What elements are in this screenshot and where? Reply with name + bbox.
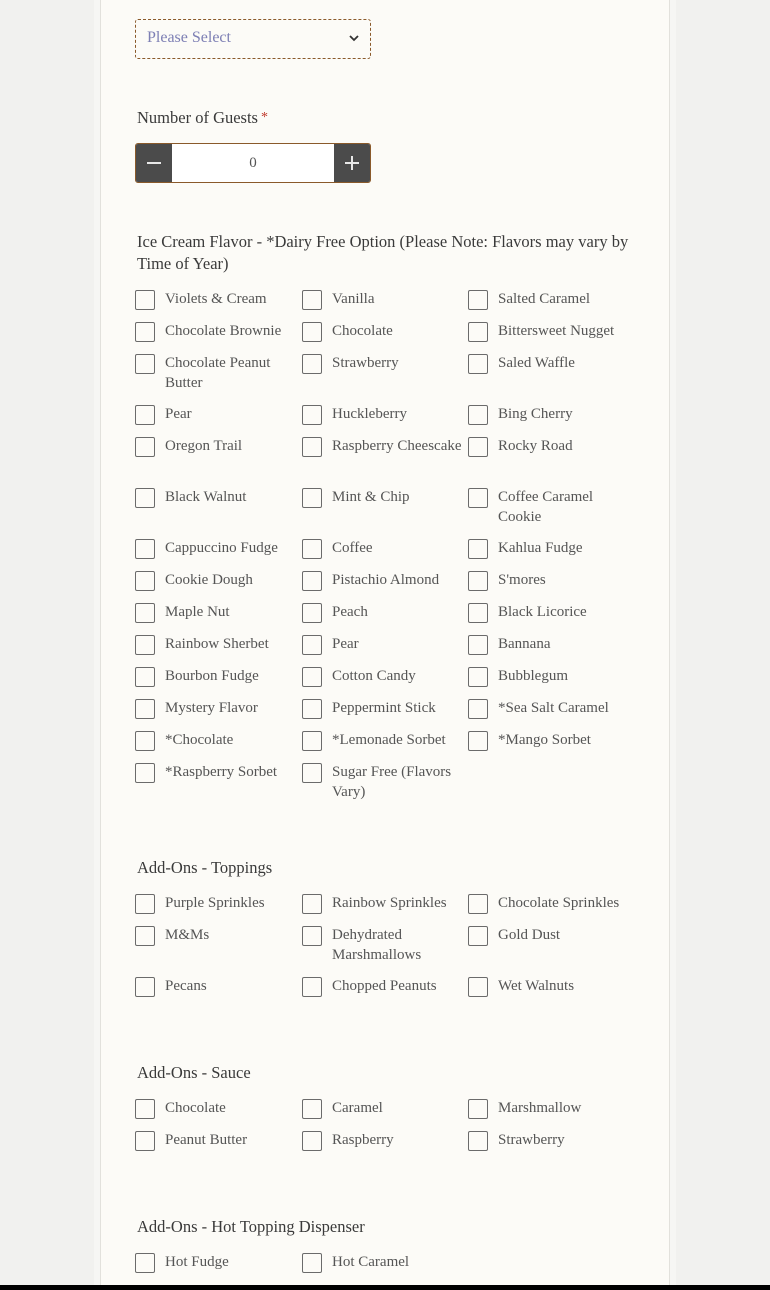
- checkbox-label: Hot Fudge: [165, 1254, 229, 1270]
- checkbox-label: Maple Nut: [165, 604, 230, 620]
- checkbox-label: Peppermint Stick: [332, 700, 436, 716]
- checkbox-label: Chocolate Brownie: [165, 323, 282, 339]
- checkbox[interactable]: [468, 539, 488, 559]
- checkbox[interactable]: [468, 603, 488, 623]
- checkbox-label: Sugar Free (Flavors Vary): [332, 764, 452, 800]
- checkbox[interactable]: [302, 699, 322, 719]
- checkbox[interactable]: [302, 603, 322, 623]
- sauce-label: Add-Ons - Sauce: [137, 1063, 251, 1082]
- checkbox[interactable]: [468, 354, 488, 374]
- checkbox[interactable]: [302, 354, 322, 374]
- checkbox-label: *Raspberry Sorbet: [165, 764, 278, 780]
- checkbox-label: Bourbon Fudge: [165, 668, 259, 684]
- chevron-down-icon: [347, 31, 361, 45]
- checkbox-label: Chopped Peanuts: [332, 978, 437, 994]
- checkbox[interactable]: [468, 405, 488, 425]
- checkbox[interactable]: [302, 1253, 322, 1273]
- checkbox[interactable]: [302, 926, 322, 946]
- checkbox-label: Oregon Trail: [165, 438, 243, 454]
- plus-icon: [344, 155, 360, 171]
- checkbox[interactable]: [468, 571, 488, 591]
- checkbox-label: Dehydrated Marshmallows: [332, 927, 422, 963]
- checkbox[interactable]: [135, 977, 155, 997]
- checkbox[interactable]: [302, 488, 322, 508]
- flavors-label: Ice Cream Flavor - *Dairy Free Option (Please Note: Flavors may vary by Time of Year): [137, 232, 629, 273]
- checkbox[interactable]: [135, 405, 155, 425]
- minus-icon: [146, 155, 162, 171]
- checkbox-label: Vanilla: [332, 291, 375, 307]
- checkbox[interactable]: [302, 437, 322, 457]
- checkbox[interactable]: [135, 1099, 155, 1119]
- checkbox[interactable]: [135, 926, 155, 946]
- event-type-select[interactable]: [135, 19, 371, 59]
- checkbox-label: Pear: [332, 636, 359, 652]
- checkbox[interactable]: [468, 322, 488, 342]
- checkbox-label: M&Ms: [165, 927, 210, 943]
- checkbox-label: *Mango Sorbet: [498, 732, 591, 748]
- checkbox[interactable]: [302, 731, 322, 751]
- checkbox[interactable]: [468, 1099, 488, 1119]
- checkbox-label: *Lemonade Sorbet: [332, 732, 446, 748]
- checkbox-label: Marshmallow: [498, 1100, 582, 1116]
- checkbox-label: Coffee Caramel Cookie: [498, 489, 594, 525]
- checkbox[interactable]: [302, 1099, 322, 1119]
- checkbox[interactable]: [302, 667, 322, 687]
- guests-label: [137, 107, 268, 129]
- checkbox-label: Coffee: [332, 540, 373, 556]
- checkbox[interactable]: [468, 667, 488, 687]
- checkbox[interactable]: [135, 635, 155, 655]
- checkbox[interactable]: [302, 322, 322, 342]
- checkbox-label: S'mores: [498, 572, 546, 588]
- checkbox[interactable]: [302, 635, 322, 655]
- checkbox[interactable]: [135, 603, 155, 623]
- checkbox[interactable]: [135, 731, 155, 751]
- toppings-label: Add-Ons - Toppings: [137, 858, 273, 877]
- checkbox[interactable]: [135, 667, 155, 687]
- checkbox[interactable]: [302, 290, 322, 310]
- checkbox[interactable]: [302, 405, 322, 425]
- checkbox-label: Chocolate: [332, 323, 393, 339]
- guests-stepper[interactable]: [135, 143, 371, 183]
- checkbox-label: Pear: [165, 406, 192, 422]
- checkbox-label: Violets & Cream: [165, 291, 267, 307]
- checkbox-label: Hot Caramel: [332, 1254, 410, 1270]
- checkbox-label: Black Licorice: [498, 604, 587, 620]
- checkbox-label: Saled Waffle: [498, 355, 575, 371]
- checkbox-label: Gold Dust: [498, 927, 561, 943]
- checkbox-label: Rainbow Sherbet: [165, 636, 269, 652]
- checkbox-label: Rainbow Sprinkles: [332, 895, 447, 911]
- checkbox-label: Peach: [332, 604, 368, 620]
- checkbox-label: Peanut Butter: [165, 1132, 248, 1148]
- checkbox[interactable]: [468, 437, 488, 457]
- checkbox[interactable]: [468, 977, 488, 997]
- checkbox[interactable]: [135, 354, 155, 374]
- checkbox-label: Mint & Chip: [332, 489, 410, 505]
- checkbox[interactable]: [468, 926, 488, 946]
- checkbox[interactable]: [135, 539, 155, 559]
- checkbox-label: Chocolate Sprinkles: [498, 895, 620, 911]
- checkbox[interactable]: [135, 699, 155, 719]
- checkbox[interactable]: [135, 571, 155, 591]
- checkbox[interactable]: [135, 894, 155, 914]
- checkbox[interactable]: [302, 977, 322, 997]
- checkbox-label: Bannana: [498, 636, 551, 652]
- checkbox-label: Cappuccino Fudge: [165, 540, 278, 556]
- checkbox[interactable]: [135, 1253, 155, 1273]
- guests-label-text: Number of Guests: [137, 108, 258, 127]
- decrement-button[interactable]: [136, 144, 172, 182]
- guests-value[interactable]: 0: [249, 155, 257, 171]
- checkbox-label: *Chocolate: [165, 732, 234, 748]
- checkbox-label: Black Walnut: [165, 489, 247, 505]
- checkbox-label: Purple Sprinkles: [165, 895, 265, 911]
- checkbox[interactable]: [135, 290, 155, 310]
- checkbox[interactable]: [302, 763, 322, 783]
- checkbox-label: Cotton Candy: [332, 668, 416, 684]
- checkbox[interactable]: [302, 894, 322, 914]
- checkbox-label: Pecans: [165, 978, 207, 994]
- checkbox[interactable]: [135, 488, 155, 508]
- increment-button[interactable]: [334, 144, 370, 182]
- checkbox-label: Chocolate Peanut Butter: [165, 355, 271, 391]
- checkbox-label: Chocolate: [165, 1100, 226, 1116]
- checkbox[interactable]: [468, 1131, 488, 1151]
- checkbox[interactable]: [135, 437, 155, 457]
- checkbox[interactable]: [302, 571, 322, 591]
- select-placeholder: Please Select: [147, 29, 231, 46]
- checkbox[interactable]: [468, 699, 488, 719]
- checkbox-label: Salted Caramel: [498, 291, 591, 307]
- checkbox-label: Wet Walnuts: [498, 978, 575, 994]
- checkbox-label: Huckleberry: [332, 406, 407, 422]
- checkbox[interactable]: [135, 1131, 155, 1151]
- checkbox[interactable]: [302, 1131, 322, 1151]
- checkbox-label: Strawberry: [332, 355, 399, 371]
- bottom-bar: [0, 1285, 770, 1290]
- checkbox[interactable]: [468, 290, 488, 310]
- checkbox-label: Pistachio Almond: [332, 572, 440, 588]
- hot-topping-label: Add-Ons - Hot Topping Dispenser: [137, 1217, 365, 1236]
- checkbox[interactable]: [468, 635, 488, 655]
- checkbox[interactable]: [135, 763, 155, 783]
- checkbox-label: Rocky Road: [498, 438, 573, 454]
- checkbox-label: Raspberry Cheescake: [332, 438, 462, 454]
- checkbox-label: Cookie Dough: [165, 572, 253, 588]
- checkbox-label: Strawberry: [498, 1132, 565, 1148]
- checkbox-label: Bing Cherry: [498, 406, 573, 422]
- checkbox[interactable]: [302, 539, 322, 559]
- checkbox-label: Raspberry: [332, 1132, 394, 1148]
- checkbox[interactable]: [468, 894, 488, 914]
- checkbox[interactable]: [468, 488, 488, 508]
- checkbox-label: Kahlua Fudge: [498, 540, 583, 556]
- checkbox-label: Caramel: [332, 1100, 383, 1116]
- checkbox-label: Bittersweet Nugget: [498, 323, 615, 339]
- required-mark: *: [260, 110, 268, 125]
- checkbox[interactable]: [135, 322, 155, 342]
- checkbox-label: Bubblegum: [498, 668, 568, 684]
- checkbox-label: Mystery Flavor: [165, 700, 258, 716]
- checkbox[interactable]: [468, 731, 488, 751]
- checkbox-label: *Sea Salt Caramel: [498, 700, 609, 716]
